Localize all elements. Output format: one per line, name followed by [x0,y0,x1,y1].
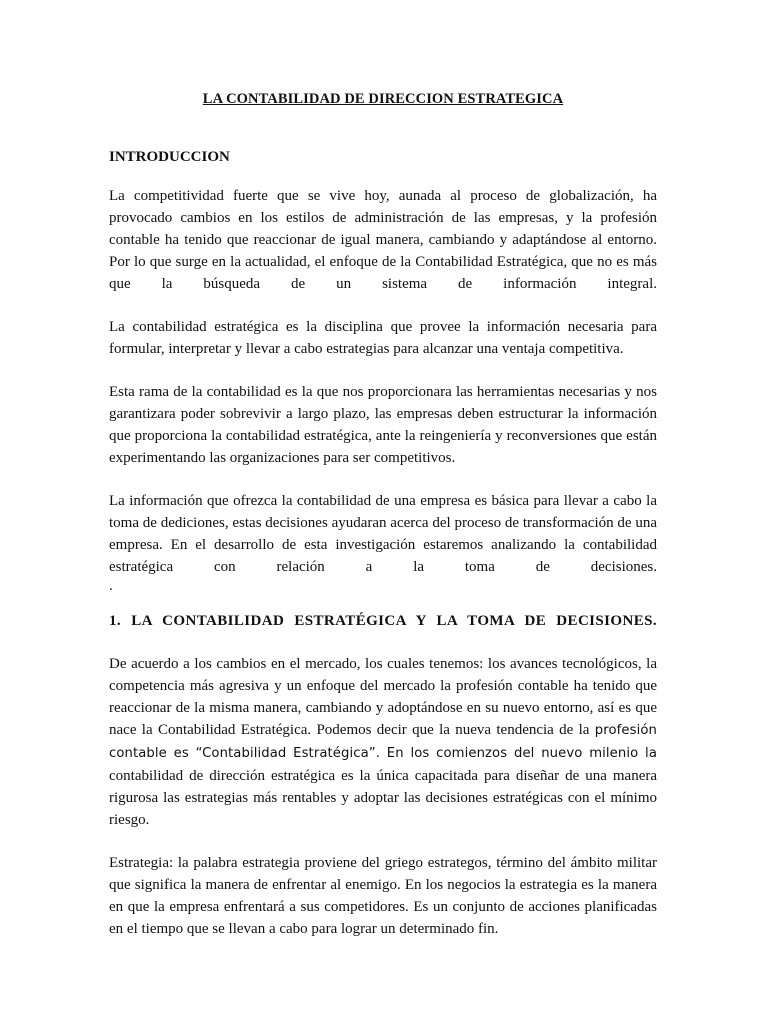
intro-heading: INTRODUCCION [109,149,230,165]
section-1-heading: 1. LA CONTABILIDAD ESTRATÉGICA Y LA TOMA DE DECISIONES. [109,613,657,629]
section-1-paragraph-1-end: contabilidad de dirección estratégica es la única capacitada para diseñar de una manera rigurosa las estrategias más rentables y adoptar las decisiones estratégicas con el mínimo riesgo. [109,768,657,828]
intro-paragraph-2: La contabilidad estratégica es la disciplina que provee la información necesaria para formular, interpretar y llevar a cabo estrategias para alcanzar una ventaja competitiva. [109,319,657,357]
intro-paragraph-1: La competitividad fuerte que se vive hoy, aunada al proceso de globalización, ha provocado cambios en los estilos de administración de las empresas, y la profesión contable ha tenido que reaccionar de igual manera, cambiando y adaptándose al entorno. Por lo que surge en la actualidad, el enfoque de la Contabilidad Estratégica, que no es más que la búsqueda de un sistema de información integral. [109,188,657,292]
stray-dot: . [109,578,113,594]
section-1-paragraph-2: Estrategia: la palabra estrategia proviene del griego estrategos, término del ámbito militar que significa la manera de enfrentar al enemigo. En los negocios la estrategia es la manera en que la empresa enfrentará a sus competidores. Es un conjunto de acciones planificadas en el tiempo que se llevan a cabo para lograr un determinado fin. [109,855,657,937]
section-1-paragraph-1 [109,653,657,831]
section-1-paragraph-1-sans-line: profesión contable es “Contabilidad Estratégica”. En los comienzos del nuevo milenio la [109,723,657,761]
document-body [109,88,657,940]
section-1-paragraph-1-start: De acuerdo a los cambios en el mercado, los cuales tenemos: los avances tecnológicos, la competencia más agresiva y un enfoque del mercado la profesión contable ha tenido que reaccionar de la misma manera, cambiando y adoptándose en su nuevo entorno, así es que nace la Contabilidad Estratégica. Podemos decir que la nueva tendencia de la [109,656,657,738]
intro-paragraph-4: La información que ofrezca la contabilidad de una empresa es básica para llevar a cabo la toma de dediciones, estas decisiones ayudaran acerca del proceso de transformación de una empresa. En el desarrollo de esta investigación estaremos analizando la contabilidad estratégica con relación a la toma de decisiones. [109,493,657,575]
document-title: LA CONTABILIDAD DE DIRECCION ESTRATEGICA [202,91,564,107]
intro-paragraph-3: Esta rama de la contabilidad es la que nos proporcionara las herramientas necesarias y nos garantizara poder sobrevivir a largo plazo, las empresas deben estructurar la información que proporciona la contabilidad estratégica, ante la reingeniería y reconversiones que están experimentando las organizaciones para ser competitivos. [109,384,657,466]
